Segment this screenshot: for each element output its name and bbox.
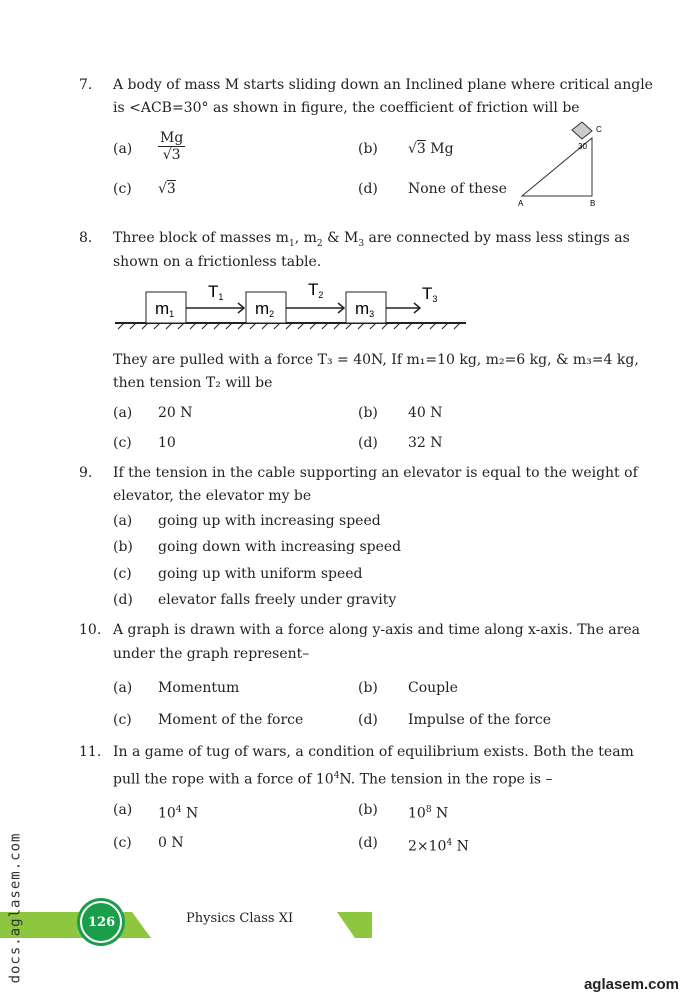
q9-opt-b-label: (b) [113, 539, 133, 555]
q10-opt-d: Impulse of the force [408, 712, 552, 728]
q11-opt-c: 0 N [158, 835, 184, 851]
q9-opt-b: going down with increasing speed [158, 539, 402, 555]
q9-opt-a-label: (a) [113, 513, 133, 529]
q11-opt-b: $10^8$ N [408, 805, 449, 822]
q11-opt-d: $2\times 10^4$ N [408, 838, 469, 855]
q8-opt-c-label: (c) [113, 435, 132, 451]
label-c: C [596, 125, 602, 134]
q7-opt-a-label: (a) [113, 141, 133, 157]
q10-text-1: A graph is drawn with a force along y-axis and time along x-axis. The area [113, 622, 640, 638]
q7-opt-b: √3 Mg [408, 141, 454, 157]
tension-t3: T3 [422, 284, 438, 304]
q10-opt-b: Couple [408, 680, 458, 696]
q10-opt-c-label: (c) [113, 712, 132, 728]
q10-opt-b-label: (b) [358, 680, 378, 696]
q7-opt-c-label: (c) [113, 181, 132, 197]
q8-text-2: shown on a frictionless table. [113, 254, 322, 270]
q9-opt-d: elevator falls freely under gravity [158, 592, 397, 608]
block-m1: m1 [155, 299, 175, 319]
footer-title: Physics Class XI [186, 911, 294, 926]
q10-opt-c: Moment of the force [158, 712, 304, 728]
label-a: A [518, 199, 524, 208]
brand-link[interactable]: aglasem.com [583, 976, 679, 993]
q8-text-1: Three block of masses $m_1$, $m_2$ & $M_3$ are connected by mass less stings as [113, 230, 630, 249]
label-b: B [590, 199, 596, 208]
q8-opt-c: 10 [158, 435, 176, 451]
q8-text-4: then tension T₂ will be [113, 375, 273, 391]
q11-text-1: In a game of tug of wars, a condition of equilibrium exists. Both the team [113, 744, 634, 760]
q8-opt-d: 32 N [408, 435, 443, 451]
q11-opt-d-label: (d) [358, 835, 378, 851]
blocks-figure [110, 280, 470, 335]
q9-text-1: If the tension in the cable supporting an elevator is equal to the weight of [113, 465, 638, 481]
page-number: 126 [88, 915, 116, 930]
q7-number: 7. [79, 77, 93, 93]
q7-opt-c: √3 [158, 181, 176, 197]
q11-opt-a-label: (a) [113, 802, 133, 818]
q7-text-2: is <ACB=30° as shown in figure, the coefficient of friction will be [113, 100, 580, 116]
watermark-vertical: docs.aglasem.com [7, 832, 24, 984]
q9-opt-d-label: (d) [113, 592, 133, 608]
q8-opt-d-label: (d) [358, 435, 378, 451]
q8-opt-b-label: (b) [358, 405, 378, 421]
q7-opt-b-label: (b) [358, 141, 378, 157]
q8-text-3: They are pulled with a force T₃ = 40N, If m₁=10 kg, m₂=6 kg, & m₃=4 kg, [113, 352, 639, 368]
q10-opt-a-label: (a) [113, 680, 133, 696]
inclined-plane-figure [510, 118, 610, 210]
tension-t1: T1 [208, 282, 224, 302]
tension-t2: T2 [308, 280, 324, 300]
q10-number: 10. [79, 622, 102, 638]
q11-text-2: pull the rope with a force of $10^4N$. The tension in the rope is – [113, 771, 553, 788]
q10-opt-a: Momentum [158, 680, 240, 696]
q7-opt-d: None of these [408, 181, 507, 197]
q9-text-2: elevator, the elevator my be [113, 488, 312, 504]
q8-opt-b: 40 N [408, 405, 443, 421]
q10-text-2: under the graph represent– [113, 646, 310, 662]
q10-opt-d-label: (d) [358, 712, 378, 728]
q9-opt-c-label: (c) [113, 566, 132, 582]
q11-opt-a: $10^4$ N [158, 805, 199, 822]
q7-opt-d-label: (d) [358, 181, 378, 197]
q8-opt-a-label: (a) [113, 405, 133, 421]
block-m2: m2 [255, 299, 275, 319]
q8-number: 8. [79, 230, 93, 246]
q7-opt-a: $\frac{Mg}{√3}$ [160, 130, 184, 163]
q9-opt-c: going up with uniform speed [158, 566, 363, 582]
q9-number: 9. [79, 465, 93, 481]
block-m3: m3 [355, 299, 375, 319]
q11-opt-b-label: (b) [358, 802, 378, 818]
q9-opt-a: going up with increasing speed [158, 513, 381, 529]
q8-opt-a: 20 N [158, 405, 193, 421]
label-angle: 30 [578, 142, 587, 151]
q11-number: 11. [79, 744, 102, 760]
q11-opt-c-label: (c) [113, 835, 132, 851]
q7-text-1: A body of mass M starts sliding down an Inclined plane where critical angle [113, 77, 653, 93]
